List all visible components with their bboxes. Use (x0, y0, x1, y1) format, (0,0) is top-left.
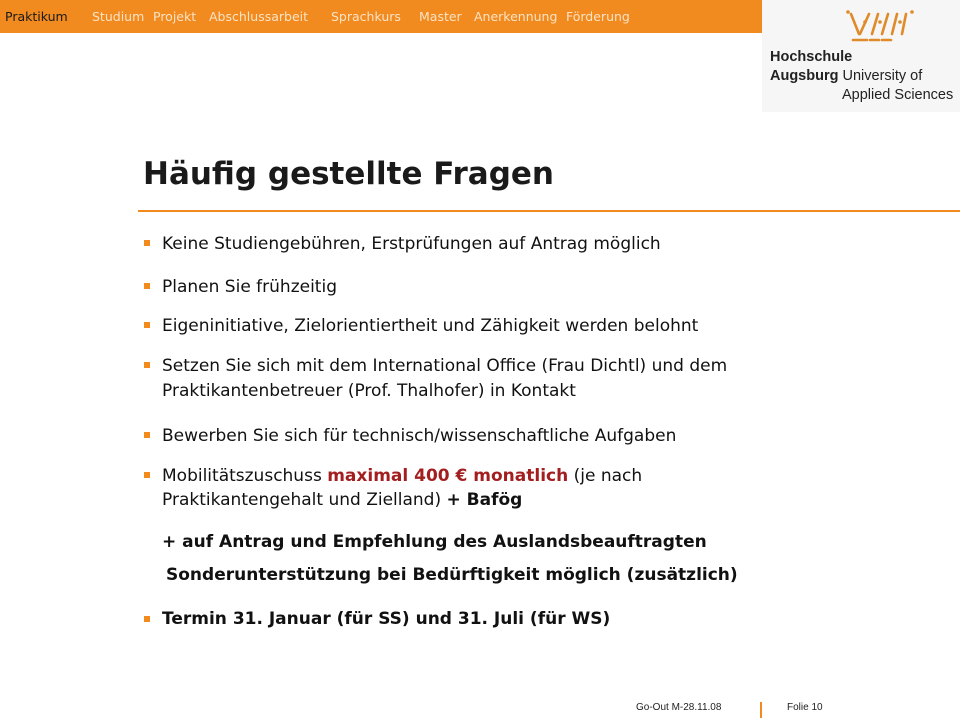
footer-divider (760, 702, 762, 718)
bullet-marker (144, 432, 150, 438)
mobility-amount: maximal 400 € monatlich (327, 466, 569, 486)
mobility-note-cont: Praktikantengehalt und Zielland) (162, 490, 442, 510)
logo-text-hochschule: Hochschule (770, 49, 853, 65)
nav-item-praktikum[interactable]: Praktikum (5, 9, 68, 24)
logo-text-applied-sciences: Applied Sciences (842, 87, 954, 103)
mobility-note: (je nach (573, 466, 643, 486)
top-nav-bar (0, 0, 762, 33)
slide-title: Häufig gestellte Fragen (143, 156, 554, 192)
bullet-plan-early: Planen Sie frühzeitig (162, 277, 337, 297)
mobility-extra-line2: Sonderunterstützung bei Bedürftigkeit möglich (zusätzlich) (166, 565, 738, 585)
mobility-label: Mobilitätszuschuss (162, 466, 322, 486)
bullet-tuition: Keine Studiengebühren, Erstprüfungen auf Antrag möglich (162, 234, 661, 254)
bullet-mobility-line2 (162, 489, 522, 512)
nav-item-master[interactable]: Master (419, 9, 462, 24)
nav-item-foerderung[interactable]: Förderung (566, 9, 630, 24)
logo-text-augsburg: Augsburg (770, 68, 839, 84)
bullet-marker (144, 240, 150, 246)
title-divider (138, 210, 960, 212)
nav-item-anerkennung[interactable]: Anerkennung (474, 9, 558, 24)
bullet-marker (144, 362, 150, 368)
bullet-contact-line1: Setzen Sie sich mit dem International Office (Frau Dichtl) und dem (162, 356, 728, 376)
nav-item-abschlussarbeit[interactable]: Abschlussarbeit (209, 9, 309, 24)
bullet-mobility-line1 (162, 465, 642, 488)
bullet-marker (144, 616, 150, 622)
university-logo (762, 0, 960, 112)
bullet-initiative: Eigeninitiative, Zielorientiertheit und Zähigkeit werden belohnt (162, 316, 699, 336)
footer-page-number: Folie 10 (787, 702, 823, 713)
logo-text-university-of: University of (842, 68, 923, 84)
nav-item-sprachkurs[interactable]: Sprachkurs (331, 9, 401, 24)
footer-date: Go-Out M-28.11.08 (636, 702, 722, 713)
bullet-marker (144, 322, 150, 328)
mobility-bafoeg: + Bafög (446, 490, 523, 510)
nav-item-studium[interactable]: Studium (92, 9, 145, 24)
logo-mark-icon (842, 4, 922, 44)
nav-item-projekt[interactable]: Projekt (153, 9, 197, 24)
bullet-apply: Bewerben Sie sich für technisch/wissenschaftliche Aufgaben (162, 426, 677, 446)
bullet-contact-line2: Praktikantenbetreuer (Prof. Thalhofer) in Kontakt (162, 381, 576, 401)
mobility-extra-line1: + auf Antrag und Empfehlung des Auslandsbeauftragten (162, 532, 707, 552)
bullet-deadline: Termin 31. Januar (für SS) und 31. Juli (für WS) (162, 609, 611, 629)
bullet-marker (144, 472, 150, 478)
bullet-marker (144, 283, 150, 289)
